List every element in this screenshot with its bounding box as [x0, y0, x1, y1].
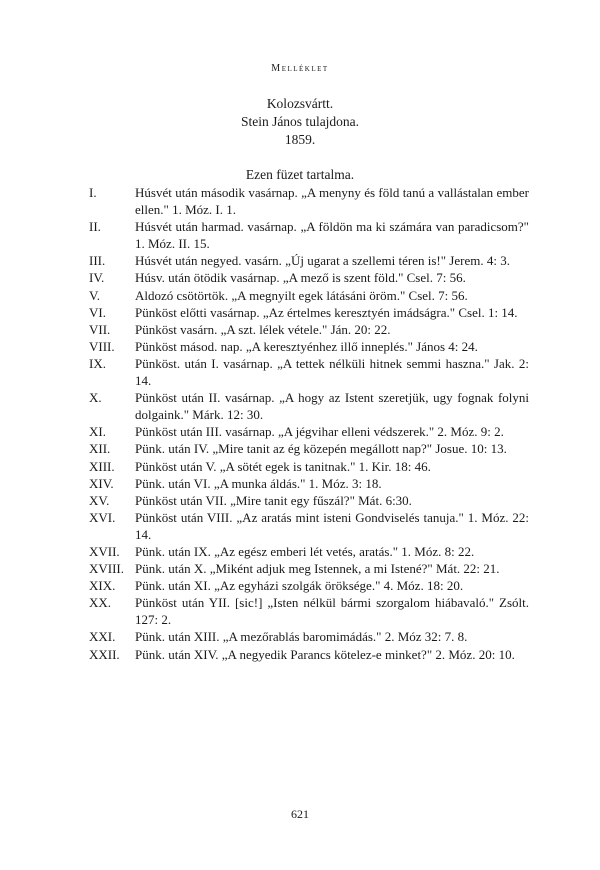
entry-text: Pünköst után II. vasárnap. „A hogy az Istent szeretjük, ugy fognak folyni dolgaink." Márk. 12: 30. [135, 390, 529, 423]
entry-number: VIII. [89, 338, 115, 354]
entry-number: XVI. [89, 509, 116, 525]
entry-text: Pünköst másod. nap. „A keresztyénhez illő inneplés." János 4: 24. [135, 338, 478, 354]
entry-number: X. [89, 390, 102, 406]
title-line-city: Kolozsvártt. [266, 96, 334, 111]
entry-text: Pünköst előtti vasárnap. „Az értelmes keresztyén imádságra." Csel. 1: 14. [135, 304, 518, 320]
contents-entry [89, 646, 529, 663]
entry-text: Pünk. után X. „Miként adjuk meg Istennek, a mi Istené?" Mát. 22: 21. [135, 561, 500, 577]
entry-text: Pünköst után VII. „Mire tanit egy fűszál?" Mát. 6:30. [135, 492, 412, 508]
page-number: 621 [291, 807, 309, 821]
contents-entry [89, 509, 529, 543]
contents-entry [89, 440, 529, 457]
entry-number: VI. [89, 304, 106, 320]
entry-number: XXI. [89, 629, 116, 645]
entry-text: Pünk. után XIV. „A negyedik Parancs kötelez-e minket?" 2. Móz. 20: 10. [135, 646, 515, 662]
entry-number: XII. [89, 441, 111, 457]
entry-text: Pünk. után IV. „Mire tanit az ég közepén megállott nap?" Josue. 10: 13. [135, 441, 507, 457]
entry-text: Húsvét után negyed. vasárn. „Új ugarat a szellemi téren is!" Jerem. 4: 3. [135, 253, 510, 269]
entry-number: VII. [89, 321, 111, 337]
entry-number: XIX. [89, 578, 116, 594]
contents-entry [89, 492, 529, 509]
title-line-owner: Stein János tulajdona. [240, 114, 360, 129]
contents-entry [89, 252, 529, 269]
entry-text: Húsvét után második vasárnap. „A menyny és föld tanú a vallástalan ember ellen." 1. Móz. I. 1. [135, 185, 529, 218]
entry-number: XIV. [89, 475, 114, 491]
contents-entry [89, 269, 529, 286]
entry-text: Pünk. után VI. „A munka áldás." 1. Móz. 3: 18. [135, 475, 382, 491]
entry-number: II. [89, 219, 101, 235]
entry-text: Pünköst után V. „A sötét egek is tanitnak." 1. Kir. 18: 46. [135, 458, 431, 474]
entry-number: XIII. [89, 458, 115, 474]
contents-entry [89, 423, 529, 440]
contents-entry [89, 628, 529, 645]
entry-text: Húsvét után harmad. vasárnap. „A földön ma ki számára van paradicsom?" 1. Móz. II. 15. [135, 219, 529, 252]
contents-entry [89, 218, 529, 252]
entry-number: IX. [89, 355, 106, 371]
contents-entry [89, 389, 529, 423]
entry-text: Pünköst után YII. [sic!] „Isten nélkül bármi szorgalom hiábavaló." Zsólt. 127: 2. [135, 595, 529, 628]
entry-text: Aldozó csötörtök. „A megnyilt egek látásáni öröm." Csel. 7: 56. [135, 287, 468, 303]
entry-number: I. [89, 185, 97, 200]
entry-text: Pünk. után XI. „Az egyházi szolgák öröksége." 4. Móz. 18: 20. [135, 578, 464, 594]
contents-entry [89, 577, 529, 594]
contents-entry [89, 458, 529, 475]
entry-text: Pünk. után IX. „Az egész emberi lét vetés, aratás." 1. Móz. 8: 22. [135, 543, 475, 559]
entry-number: XXII. [89, 646, 120, 662]
entry-number: XI. [89, 424, 106, 440]
entry-text: Húsv. után ötödik vasárnap. „A mező is szent föld." Csel. 7: 56. [135, 270, 466, 286]
title-block [0, 95, 600, 149]
contents-entry [89, 321, 529, 338]
contents-entry [89, 338, 529, 355]
entry-number: III. [89, 253, 106, 269]
contents-entry [89, 355, 529, 389]
entry-text: Pünköst vasárn. „A szt. lélek vétele." Ján. 20: 22. [135, 321, 391, 337]
contents-entry [89, 560, 529, 577]
entry-text: Pünk. után XIII. „A mezőrablás baromimádás." 2. Móz 32: 7. 8. [135, 629, 468, 645]
entry-number: XVII. [89, 543, 120, 559]
entry-text: Pünköst. után I. vasárnap. „A tettek nélküli hitnek semmi haszna." Jak. 2: 14. [135, 355, 529, 389]
entry-number: XV. [89, 492, 110, 508]
contents-entry [89, 287, 529, 304]
entry-text: Pünköst után VIII. „Az aratás mint isteni Gondviselés tanuja." 1. Móz. 22: 14. [135, 509, 529, 542]
title-line-year: 1859. [284, 132, 316, 147]
contents-list [89, 184, 529, 663]
contents-entry [89, 304, 529, 321]
entry-number: V. [89, 287, 100, 303]
running-head: Melléklet [271, 63, 329, 74]
entry-text: Pünköst után III. vasárnap. „A jégvihar elleni védszerek." 2. Móz. 9: 2. [135, 424, 504, 440]
contents-title: Ezen füzet tartalma. [245, 167, 355, 182]
contents-entry [89, 543, 529, 560]
contents-entry [89, 184, 529, 218]
contents-entry [89, 594, 529, 628]
contents-entry [89, 475, 529, 492]
entry-number: XX. [89, 595, 112, 611]
entry-number: XVIII. [89, 561, 125, 577]
entry-number: IV. [89, 270, 105, 286]
